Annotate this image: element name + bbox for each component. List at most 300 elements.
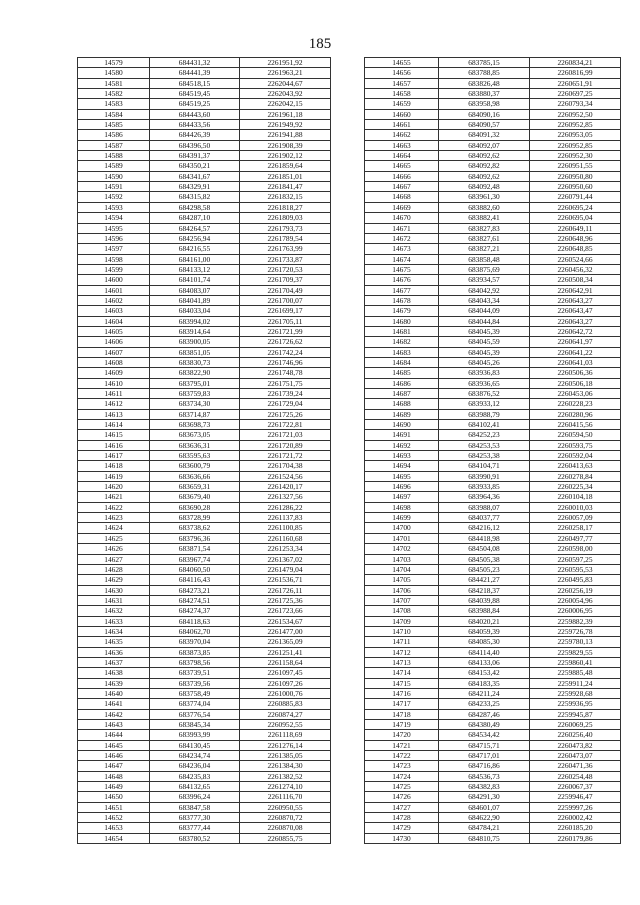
point-number-cell: 14597 [78,244,150,254]
x-coordinate-cell: 684045,39 [439,347,530,357]
x-coordinate-cell: 684536,73 [439,771,530,781]
x-coordinate-cell: 684085,30 [439,637,530,647]
x-coordinate-cell: 683827,21 [439,244,530,254]
table-row [78,120,331,130]
point-number-cell: 14587 [78,140,150,150]
point-number-cell: 14630 [78,585,150,595]
table-row [78,99,331,109]
y-coordinate-cell: 2260506,36 [530,368,621,378]
x-coordinate-cell: 684784,21 [439,823,530,833]
x-coordinate-cell: 683827,61 [439,233,530,243]
point-number-cell: 14698 [365,502,439,512]
y-coordinate-cell: 2260950,80 [530,171,621,181]
point-number-cell: 14651 [78,802,150,812]
table-row [78,285,331,295]
point-number-cell: 14725 [365,782,439,792]
x-coordinate-cell: 683882,41 [439,213,530,223]
table-row [78,585,331,595]
y-coordinate-cell: 2261367,02 [240,554,331,564]
point-number-cell: 14604 [78,316,150,326]
x-coordinate-cell: 684716,86 [439,761,530,771]
point-number-cell: 14647 [78,761,150,771]
y-coordinate-cell: 2261941,88 [240,130,331,140]
y-coordinate-cell: 2261748,78 [240,368,331,378]
point-number-cell: 14621 [78,492,150,502]
y-coordinate-cell: 2261384,30 [240,761,331,771]
y-coordinate-cell: 2260002,42 [530,813,621,823]
point-number-cell: 14710 [365,626,439,636]
x-coordinate-cell: 684153,42 [439,668,530,678]
table-row [78,637,331,647]
table-row [365,89,621,99]
y-coordinate-cell: 2260057,09 [530,513,621,523]
x-coordinate-cell: 684622,90 [439,813,530,823]
y-coordinate-cell: 2260473,82 [530,740,621,750]
table-row [365,275,621,285]
point-number-cell: 14616 [78,440,150,450]
x-coordinate-cell: 683900,05 [150,337,240,347]
y-coordinate-cell: 2261709,37 [240,275,331,285]
table-row [78,233,331,243]
point-number-cell: 14631 [78,595,150,605]
x-coordinate-cell: 684418,98 [439,533,530,543]
table-row [365,264,621,274]
x-coordinate-cell: 684534,42 [439,730,530,740]
y-coordinate-cell: 2261763,99 [240,244,331,254]
table-row [365,471,621,481]
point-number-cell: 14669 [365,202,439,212]
x-coordinate-cell: 684396,50 [150,140,240,150]
x-coordinate-cell: 683776,54 [150,709,240,719]
y-coordinate-cell: 2261739,24 [240,389,331,399]
point-number-cell: 14700 [365,523,439,533]
point-number-cell: 14601 [78,285,150,295]
x-coordinate-cell: 684504,08 [439,544,530,554]
table-row [78,316,331,326]
table-row [365,295,621,305]
x-coordinate-cell: 684092,82 [439,161,530,171]
y-coordinate-cell: 2261721,03 [240,430,331,440]
table-row [365,368,621,378]
y-coordinate-cell: 2261789,54 [240,233,331,243]
point-number-cell: 14707 [365,595,439,605]
point-number-cell: 14694 [365,461,439,471]
point-number-cell: 14682 [365,337,439,347]
point-number-cell: 14611 [78,389,150,399]
y-coordinate-cell: 2260649,11 [530,223,621,233]
x-coordinate-cell: 684315,82 [150,192,240,202]
table-row [365,699,621,709]
point-number-cell: 14580 [78,68,150,78]
y-coordinate-cell: 2262043,92 [240,89,331,99]
point-number-cell: 14634 [78,626,150,636]
table-row [78,740,331,750]
x-coordinate-cell: 683936,83 [439,368,530,378]
x-coordinate-cell: 684020,21 [439,616,530,626]
table-row [365,202,621,212]
y-coordinate-cell: 2261705,11 [240,316,331,326]
table-row [365,440,621,450]
x-coordinate-cell: 683882,60 [439,202,530,212]
point-number-cell: 14607 [78,347,150,357]
table-row [365,233,621,243]
y-coordinate-cell: 2261720,53 [240,264,331,274]
point-number-cell: 14681 [365,326,439,336]
table-row [365,606,621,616]
y-coordinate-cell: 2261726,11 [240,585,331,595]
table-row [78,306,331,316]
point-number-cell: 14615 [78,430,150,440]
x-coordinate-cell: 683996,24 [150,792,240,802]
x-coordinate-cell: 684298,58 [150,202,240,212]
point-number-cell: 14714 [365,668,439,678]
x-coordinate-cell: 683698,73 [150,420,240,430]
x-coordinate-cell: 684252,23 [439,430,530,440]
y-coordinate-cell: 2260641,22 [530,347,621,357]
point-number-cell: 14618 [78,461,150,471]
y-coordinate-cell: 2261704,38 [240,461,331,471]
x-coordinate-cell: 684043,34 [439,295,530,305]
y-coordinate-cell: 2259946,47 [530,792,621,802]
y-coordinate-cell: 2260256,19 [530,585,621,595]
table-row [78,58,331,68]
point-number-cell: 14640 [78,688,150,698]
x-coordinate-cell: 684045,39 [439,326,530,336]
y-coordinate-cell: 2260006,95 [530,606,621,616]
table-row [365,564,621,574]
x-coordinate-cell: 684041,89 [150,295,240,305]
point-number-cell: 14624 [78,523,150,533]
y-coordinate-cell: 2261327,56 [240,492,331,502]
point-number-cell: 14679 [365,306,439,316]
point-number-cell: 14588 [78,151,150,161]
x-coordinate-cell: 684253,53 [439,440,530,450]
x-coordinate-cell: 684161,00 [150,254,240,264]
table-row [78,264,331,274]
x-coordinate-cell: 683728,99 [150,513,240,523]
y-coordinate-cell: 2260642,72 [530,326,621,336]
table-row [78,492,331,502]
table-row [78,295,331,305]
point-number-cell: 14633 [78,616,150,626]
y-coordinate-cell: 2261534,67 [240,616,331,626]
x-coordinate-cell: 683759,83 [150,389,240,399]
y-coordinate-cell: 2260228,23 [530,399,621,409]
y-coordinate-cell: 2260951,55 [530,161,621,171]
table-row [78,502,331,512]
point-number-cell: 14726 [365,792,439,802]
table-row [78,109,331,119]
x-coordinate-cell: 683830,73 [150,357,240,367]
y-coordinate-cell: 2260950,60 [530,182,621,192]
point-number-cell: 14627 [78,554,150,564]
x-coordinate-cell: 684033,04 [150,306,240,316]
x-coordinate-cell: 684133,06 [439,657,530,667]
y-coordinate-cell: 2259885,48 [530,668,621,678]
y-coordinate-cell: 2261118,69 [240,730,331,740]
x-coordinate-cell: 683993,99 [150,730,240,740]
table-row [365,709,621,719]
y-coordinate-cell: 2260697,25 [530,89,621,99]
y-coordinate-cell: 2260185,20 [530,823,621,833]
table-row [365,244,621,254]
point-number-cell: 14622 [78,502,150,512]
point-number-cell: 14623 [78,513,150,523]
point-number-cell: 14661 [365,120,439,130]
x-coordinate-cell: 684433,56 [150,120,240,130]
y-coordinate-cell: 2261729,04 [240,399,331,409]
table-row [365,378,621,388]
x-coordinate-cell: 683876,52 [439,389,530,399]
y-coordinate-cell: 2261832,15 [240,192,331,202]
x-coordinate-cell: 684104,71 [439,461,530,471]
point-number-cell: 14712 [365,647,439,657]
y-coordinate-cell: 2261479,04 [240,564,331,574]
point-number-cell: 14619 [78,471,150,481]
y-coordinate-cell: 2261725,26 [240,409,331,419]
table-row [365,223,621,233]
table-row [78,720,331,730]
y-coordinate-cell: 2260592,04 [530,451,621,461]
y-coordinate-cell: 2261000,76 [240,688,331,698]
table-row [78,420,331,430]
x-coordinate-cell: 683845,34 [150,720,240,730]
y-coordinate-cell: 2259780,13 [530,637,621,647]
table-row [365,782,621,792]
table-row [365,151,621,161]
point-number-cell: 14608 [78,357,150,367]
point-number-cell: 14691 [365,430,439,440]
y-coordinate-cell: 2261097,45 [240,668,331,678]
point-number-cell: 14662 [365,130,439,140]
y-coordinate-cell: 2260695,24 [530,202,621,212]
y-coordinate-cell: 2261951,92 [240,58,331,68]
y-coordinate-cell: 2260415,56 [530,420,621,430]
y-coordinate-cell: 2261251,41 [240,647,331,657]
x-coordinate-cell: 683988,79 [439,409,530,419]
table-row [78,130,331,140]
y-coordinate-cell: 2261524,56 [240,471,331,481]
x-coordinate-cell: 684132,65 [150,782,240,792]
y-coordinate-cell: 2260067,37 [530,782,621,792]
y-coordinate-cell: 2261902,12 [240,151,331,161]
table-row [78,254,331,264]
x-coordinate-cell: 684518,15 [150,78,240,88]
x-coordinate-cell: 683827,83 [439,223,530,233]
y-coordinate-cell: 2261477,00 [240,626,331,636]
table-row [78,399,331,409]
table-row [78,78,331,88]
x-coordinate-cell: 683822,90 [150,368,240,378]
y-coordinate-cell: 2259911,24 [530,678,621,688]
x-coordinate-cell: 683714,87 [150,409,240,419]
point-number-cell: 14689 [365,409,439,419]
point-number-cell: 14680 [365,316,439,326]
page-number: 185 [308,36,332,52]
table-row [78,223,331,233]
x-coordinate-cell: 684236,04 [150,761,240,771]
point-number-cell: 14696 [365,482,439,492]
point-number-cell: 14713 [365,657,439,667]
y-coordinate-cell: 2260648,96 [530,233,621,243]
point-number-cell: 14659 [365,99,439,109]
y-coordinate-cell: 2261721,72 [240,451,331,461]
y-coordinate-cell: 2261746,96 [240,357,331,367]
x-coordinate-cell: 683994,02 [150,316,240,326]
y-coordinate-cell: 2260695,04 [530,213,621,223]
point-number-cell: 14629 [78,575,150,585]
table-row [78,182,331,192]
x-coordinate-cell: 684091,32 [439,130,530,140]
table-row [365,120,621,130]
table-row [78,451,331,461]
x-coordinate-cell: 683636,31 [150,440,240,450]
table-row [78,616,331,626]
table-row [78,730,331,740]
y-coordinate-cell: 2260816,99 [530,68,621,78]
point-number-cell: 14708 [365,606,439,616]
point-number-cell: 14646 [78,751,150,761]
x-coordinate-cell: 684329,91 [150,182,240,192]
point-number-cell: 14677 [365,285,439,295]
point-number-cell: 14583 [78,99,150,109]
table-row [78,554,331,564]
point-number-cell: 14688 [365,399,439,409]
y-coordinate-cell: 2260643,27 [530,295,621,305]
point-number-cell: 14673 [365,244,439,254]
x-coordinate-cell: 683758,49 [150,688,240,698]
x-coordinate-cell: 683933,12 [439,399,530,409]
table-row [78,389,331,399]
table-row [365,823,621,833]
x-coordinate-cell: 683934,57 [439,275,530,285]
table-row [365,306,621,316]
point-number-cell: 14598 [78,254,150,264]
table-row [78,678,331,688]
table-row [78,89,331,99]
y-coordinate-cell: 2260254,48 [530,771,621,781]
point-number-cell: 14645 [78,740,150,750]
y-coordinate-cell: 2260456,32 [530,264,621,274]
point-number-cell: 14674 [365,254,439,264]
y-coordinate-cell: 2260225,34 [530,482,621,492]
y-coordinate-cell: 2260508,34 [530,275,621,285]
table-row [365,451,621,461]
point-number-cell: 14596 [78,233,150,243]
table-row [365,357,621,367]
table-row [365,337,621,347]
point-number-cell: 14658 [365,89,439,99]
x-coordinate-cell: 684234,74 [150,751,240,761]
point-number-cell: 14648 [78,771,150,781]
table-row [365,171,621,181]
y-coordinate-cell: 2260952,30 [530,151,621,161]
y-coordinate-cell: 2260793,34 [530,99,621,109]
table-row [365,140,621,150]
coordinates-table-left-body [78,58,331,844]
y-coordinate-cell: 2261818,27 [240,202,331,212]
x-coordinate-cell: 684216,12 [439,523,530,533]
x-coordinate-cell: 683777,44 [150,823,240,833]
y-coordinate-cell: 2260497,77 [530,533,621,543]
x-coordinate-cell: 683826,48 [439,78,530,88]
y-coordinate-cell: 2260952,85 [530,120,621,130]
point-number-cell: 14692 [365,440,439,450]
table-row [365,751,621,761]
point-number-cell: 14653 [78,823,150,833]
table-row [78,626,331,636]
table-row [78,782,331,792]
table-row [365,668,621,678]
x-coordinate-cell: 684274,51 [150,595,240,605]
point-number-cell: 14614 [78,420,150,430]
x-coordinate-cell: 684235,83 [150,771,240,781]
y-coordinate-cell: 2260885,83 [240,699,331,709]
point-number-cell: 14609 [78,368,150,378]
table-row [365,285,621,295]
table-row [78,668,331,678]
table-row [365,740,621,750]
point-number-cell: 14723 [365,761,439,771]
table-row [78,647,331,657]
point-number-cell: 14728 [365,813,439,823]
x-coordinate-cell: 684287,46 [439,709,530,719]
y-coordinate-cell: 2260258,17 [530,523,621,533]
table-row [78,523,331,533]
x-coordinate-cell: 684218,37 [439,585,530,595]
x-coordinate-cell: 684431,32 [150,58,240,68]
table-row [78,326,331,336]
x-coordinate-cell: 684045,59 [439,337,530,347]
x-coordinate-cell: 684060,50 [150,564,240,574]
y-coordinate-cell: 2261721,99 [240,326,331,336]
table-row [78,161,331,171]
table-row [365,513,621,523]
point-number-cell: 14625 [78,533,150,543]
x-coordinate-cell: 684350,21 [150,161,240,171]
x-coordinate-cell: 683739,56 [150,678,240,688]
y-coordinate-cell: 2261274,10 [240,782,331,792]
table-row [78,792,331,802]
table-row [365,78,621,88]
table-row [78,440,331,450]
table-row [78,699,331,709]
y-coordinate-cell: 2259936,95 [530,699,621,709]
x-coordinate-cell: 684183,35 [439,678,530,688]
table-row [365,585,621,595]
point-number-cell: 14671 [365,223,439,233]
x-coordinate-cell: 683958,98 [439,99,530,109]
table-row [78,378,331,388]
y-coordinate-cell: 2259829,55 [530,647,621,657]
y-coordinate-cell: 2260280,96 [530,409,621,419]
y-coordinate-cell: 2260104,18 [530,492,621,502]
x-coordinate-cell: 684341,67 [150,171,240,181]
y-coordinate-cell: 2260870,72 [240,813,331,823]
coordinates-table-right-body [365,58,621,844]
y-coordinate-cell: 2260855,75 [240,833,331,843]
table-row [365,316,621,326]
x-coordinate-cell: 683851,05 [150,347,240,357]
point-number-cell: 14606 [78,337,150,347]
x-coordinate-cell: 684287,10 [150,213,240,223]
y-coordinate-cell: 2260054,96 [530,595,621,605]
table-row [365,430,621,440]
point-number-cell: 14590 [78,171,150,181]
x-coordinate-cell: 683785,15 [439,58,530,68]
y-coordinate-cell: 2260256,40 [530,730,621,740]
x-coordinate-cell: 683936,65 [439,378,530,388]
